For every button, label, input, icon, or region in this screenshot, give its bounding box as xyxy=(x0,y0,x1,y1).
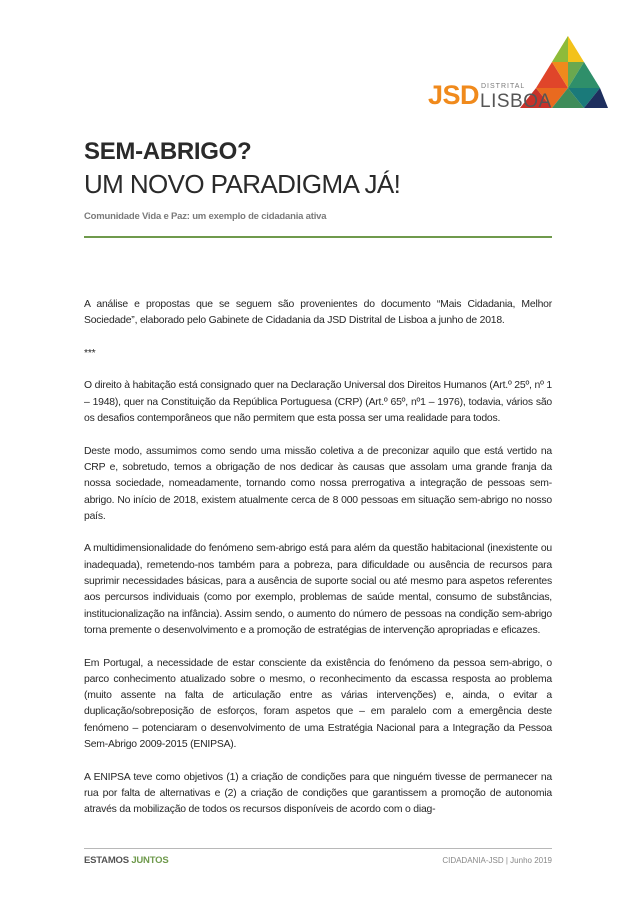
logo-distrital-text: DISTRITAL xyxy=(481,83,526,90)
logo-lisboa-text: LISBOA xyxy=(480,91,552,112)
paragraph: A multidimensionalidade do fenómeno sem-abrigo está para além da questão habitacional (inexistente ou inadequada), remetendo-nos também para a pobreza, para dificuldade ou ausência de recursos para suprimir necessidades básicas, para a ausência de suporte social ou até mesmo para aspetos referentes aos percursos individuais (como por exemplo, problemas de saúde mental, consumo de substâncias, institucionalização na infância). Assim sendo, o aumento do número de pessoas na condição sem-abrigo torna premente o desenvolvimento e a promoção de estratégias de intervenção apropriadas e eficazes. xyxy=(84,543,552,636)
page-subtitle: Comunidade Vida e Paz: um exemplo de cidadania ativa xyxy=(84,211,327,222)
paragraph: A ENIPSA teve como objetivos (1) a criação de condições para que ninguém tivesse de permanecer na rua por falta de alternativas e (2) a criação de condições que garantissem a promoção de autonomia através da mobilização de todos os recursos disponíveis de acordo com o diag- xyxy=(84,771,552,816)
article-body xyxy=(84,297,552,835)
page-title-line1: SEM-ABRIGO? xyxy=(84,138,252,165)
footer-slogan-word2: JUNTOS xyxy=(131,855,169,866)
paragraph: Deste modo, assumimos como sendo uma missão coletiva a de preconizar aquilo que está vertido na CRP e, sobretudo, temos a obrigação de nos dedicar às causas que assolam uma grande franja da nossa sociedade, nomeadamente, tornando como nossa prerrogativa a integração de pessoas sem-abrigo. No início de 2018, existem atualmente cerca de 8 000 pessoas em situação sem-abrigo no nosso país. xyxy=(84,445,552,522)
paragraph-intro: A análise e propostas que se seguem são provenientes do documento “Mais Cidadania, Melhor Sociedade”, elaborado pelo Gabinete de Cidadania da JSD Distrital de Lisboa a junho de 2018. xyxy=(84,299,552,327)
paragraph-separator: *** xyxy=(84,347,96,359)
paragraph: O direito à habitação está consignado quer na Declaração Universal dos Direitos Humanos (Art.º 25º, nº 1 – 1948), quer na Constituição da República Portuguesa (CRP) (Art.º 65º, nº1 – 1976), todavia, vários são os desafios contemporâneos que não permitem que esta possa ser uma realidade para todos. xyxy=(84,380,552,425)
page-title-line2: UM NOVO PARADIGMA JÁ! xyxy=(84,169,401,199)
footer-publication: CIDADANIA-JSD | Junho 2019 xyxy=(442,856,552,865)
footer-divider xyxy=(84,848,552,849)
jsd-lisboa-logo xyxy=(428,30,608,114)
footer-slogan-word1: ESTAMOS xyxy=(84,855,132,866)
paragraph: Em Portugal, a necessidade de estar consciente da existência do fenómeno da pessoa sem-abrigo, o parco conhecimento atualizado sobre o mesmo, o reconhecimento da escassa resposta ao problema (muito assente na falta de articulação entre as várias intervenções) e, ainda, o evitar a duplicação/sobreposição de esforços, foram aspetos que – em paralelo com a emergência deste fenómeno – potenciaram o desenvolvimento de uma Estratégia Nacional para a Integração da Pessoa Sem-Abrigo 2009-2015 (ENIPSA). xyxy=(84,657,552,751)
footer-slogan xyxy=(84,856,168,866)
logo-jsd-text: JSD xyxy=(428,80,480,110)
header-divider xyxy=(84,236,552,238)
